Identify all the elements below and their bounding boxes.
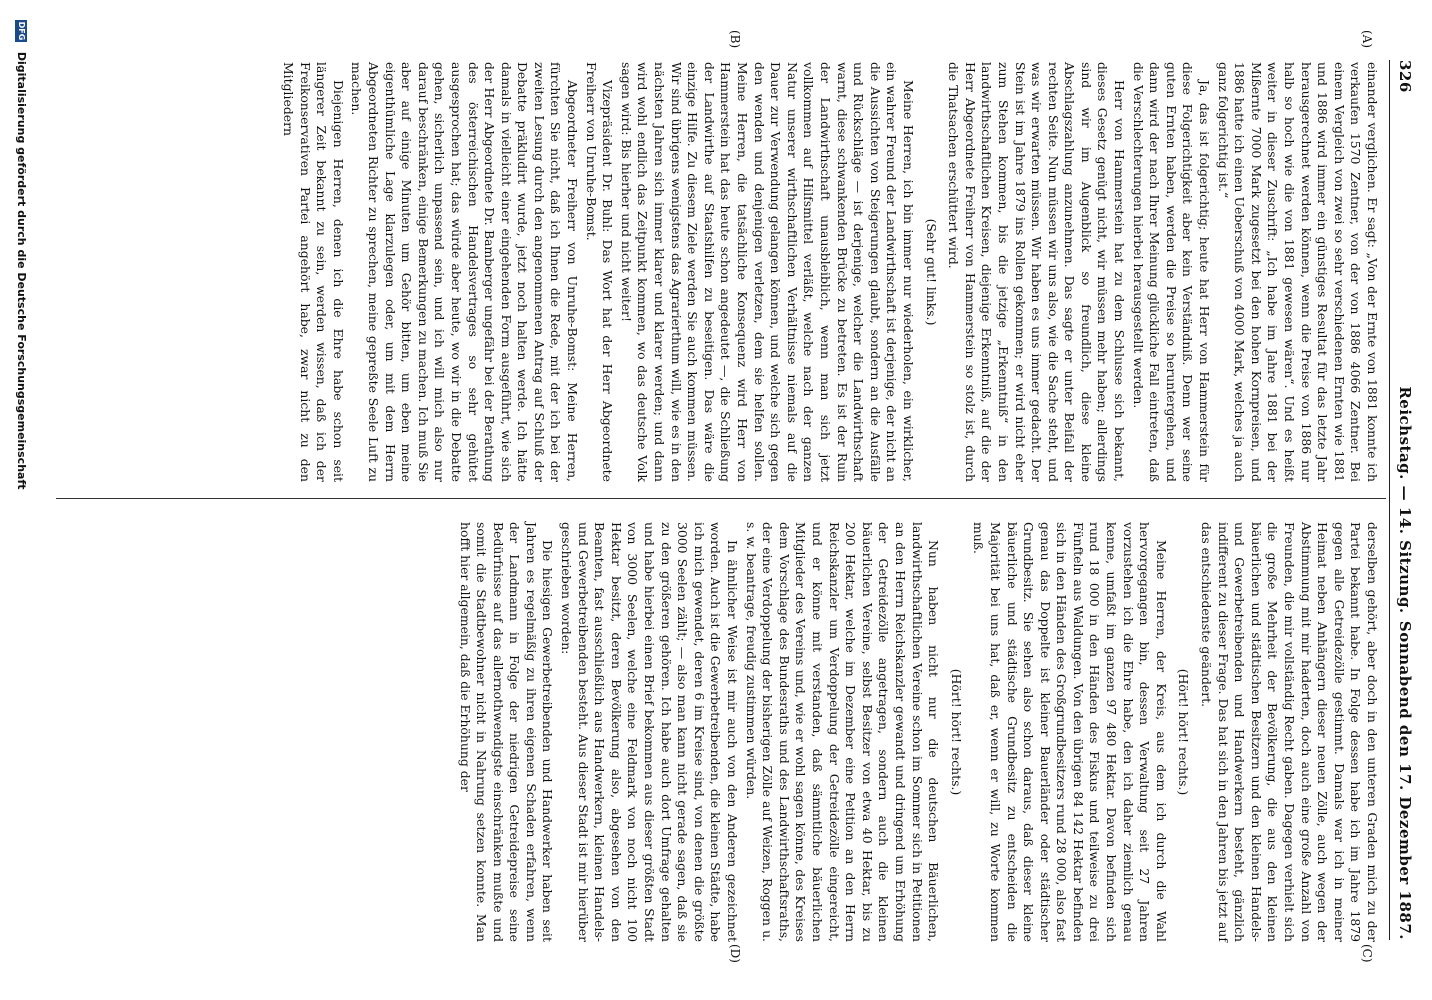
left-column [277,62,1380,482]
margin-mark-b: (B) [728,30,742,49]
paragraph: In ähnlicher Weise ist mir auch von den Anderen gezeichnet worden. Auch ist die Gewerbetreibenden, die kleinen Städte, habe ich mich gewendet, deren 6 im Kreise sind, von denen die größte 3000 Seelen zählt; — also man kann nicht gerade sagen, daß sie zu den größeren gehören. Ich habe auch dort Umfrage gehalten und habe hierbei einen Brief bekommen aus dieser größten Stadt von 3000 Seelen, welche eine Feldmark von noch nicht 100 Hektar besitzt, deren Bevölkerung also, abgesehen von den Beamten, fast ausschließlich aus Handwerkern, kleinen Handels- und Gewerbetreibenden besteht. Aus dieser Stadt ist mir hierüber geschrieben worden: [559,522,741,942]
interjection: (Hört! hört! rechts.) [1176,668,1192,796]
paragraph: Ja, das ist folgerichtig; heute hat Herr von Hammerstein für diese Folgerichtigkeit aber kein Verständniß. Denn wer seine guten Ernten haben, werden die Preise so heruntergehen, und dann wird der nach Ihrer Meinung glückliche Fall eintreten, daß die Verschlechterungen hierbei herausgestellt werden. [1130,62,1213,482]
right-column [454,522,1380,942]
speaker-paragraph: Abgeordneter Freiherr von Unruhe-Bomst: Meine Herren, fürchten Sie nicht, daß ich Ihnen die Rede, mit der ich bei der zweiten Lesung durch den angenommenen Antrag auf Schluß der Debatte präkludirt wurde, jetzt noch halten werde. Ich hätte damals in vielleicht einer eingehenden Form ausgeführt, wie sich der Herr Abgeordnete Dr. Bamberger ungefähr bei der Berathung des österreichischen Handelsvertrages so sehr gehütet ausgesprochen hat; das würde aber heute, wo wir in die Debatte gehen, sicherlich unpassend sein, und ich will mich also nur darauf beschränken, einige Bemerkungen zu machen. Ich muß Sie aber auf einige Minuten um Gehör bitten, um eben meine eigenthümliche Lage klarzulegen oder, um mit dem Herrn Abgeordneten Richter zu sprechen, meine gepreßte Seele Luft zu machen. [349,62,581,482]
margin-mark-d: (D) [728,944,742,963]
column-divider [56,498,1386,499]
interjection: (Hört! hört! rechts.) [948,668,964,796]
page-date: Sonnabend den 17. Dezember 1887. [1396,620,1414,940]
dfg-logo: DFG [17,21,26,41]
paragraph: Meine Herren, ich bin immer nur wiederholen, ein wirklicher, ein wahrer Freund der Landwirthschaft ist derjenige, der nicht an die Aussichten von Steigerungen glaubt, sondern an die Ausfälle und Rückschläge — ist derjenige, welcher die Landwirthschaft warnt, diese schwankenden Brücke zu betreten. Es ist der Ruin der Landwirthschaft unausbleiblich, wenn man sich jetzt vollkommen auf Hilfsmittel verläßt, welche nach der ganzen Natur unserer wirthschaftlichen Verhältnisse niemals auf die Dauer zur Verwendung gelangen können, und welche sich gegen den wenden und denjenigen verletzen, dem sie helfen sollen. Meine Herren, die tatsächliche Konsequenz wird Herr von Hammerstein hat das heute schon angedeutet —, die Schließung der Landwirthe auf Staatshilfen zu beseitigen. Das wäre die einzige Hilfe. Zu diesem Ziele werden Sie auch kommen müssen. Wir sind übrigens wenigstens das Agrarierthum will, wie es in den nächsten Jahren sich immer klarer und klarer werden; und dann wird wohl endlich das Zeitpunkt kommen, wo das deutsche Volk sagen wird: Bis hierher und nicht weiter! [618,62,916,482]
margin-mark-a: (A) [1360,30,1374,49]
credit-text: Digitalisierung gefördert durch die Deutsche Forschungsgemeinschaft [15,51,28,490]
paragraph: Herr von Hammerstein hat zu dem Schlusse sich bekannt, dieses Gesetz genügt nicht, wir müssen mehr haben; allerdings sind wir im Augenblick so freundlich, diese kleine Abschlagszahlung anzunehmen. Das sagte er unter Beifall der rechten Seite. Nun müssen wir uns also, wie die Sache steht, und was wir erwarten müssen. Wir haben es uns immer gedacht. Der Stein ist im Jahre 1879 ins Rollen gekommen; er wird nicht eher zum Stehen kommen, bis die jetzige „Erkenntniß“ in den landwirthschaftlichen Kreisen, diejenige Erkenntniß, auf die der Herr Abgeordnete Freiherr von Hammerstein so stolz ist, durch die Thatsachen erschüttert wird. [946,62,1128,482]
paragraph: derselben gehört, aber doch in den unteren Graden mich zu der Partei bekannt habe. In Folge dessen habe ich im Jahre 1879 gegen alle Getreidezölle gestimmt. Damals war ich in meiner Heimat neben Anhängern dieser neuen Zölle, auch wegen der Abstimmung mit mir haderten, doch auch eine große Anzahl von Freunden, die mir vollständig Recht gaben. Dagegen verhielt sich die große Mehrheit der Bevölkerung, die aus den kleinen bäuerlichen und städtischen Besitzern und den kleinen Handels- und Gewerbetreibenden und Handwerkern besteht, gänzlich indifferent zu dieser Frage. Das hat sich in den Jahren bis jetzt auf das entschiedenste geändert. [1199,522,1380,942]
header-rule [1389,60,1390,940]
interjection: (Sehr gut! links.) [923,218,939,326]
page-number: 326 [1396,60,1414,93]
paragraph: einander verglichen. Er sagt: „Von der Ernte von 1881 konnte ich verkaufen 1570 Zentner, von der von 1886 4066 Zentner. Bei einem Vergleich von zwei so sehr verschiedenen Ernten wie 1881 und 1886 wird immer ein günstiges Resultat für das letzte Jahr herausgerechnet werden können, wenn die Preise von 1886 nur halb so hoch wie die von 1881 gewesen wären“. Und es heißt weiter in dieser Zuschrift: „Ich habe im Jahre 1881 bei der Mißernte 7000 Mark zugesetzt bei den hohen Kornpreisen, und 1886 hatte ich einen Ueberschuß von 4000 Mark, welches ja auch ganz folgerichtig ist.“ [1215,62,1380,482]
margin-mark-c: (C) [1360,944,1374,963]
paragraph: Die hiesigen Gewerbetreibenden und Handwerker haben seit Jahren es regelmäßig zu ihren eigenen Schaden erfahren, wenn der Landmann in Folge der niedrigen Getreidepreise seine Bedürfnisse auf das allernothwendigste einschränken mußte und somit die Stadtbewohner nicht in Nahrung setzen konnte. Man hofft hier allgemein, daß die Erhöhung der [457,522,556,942]
paragraph: Meine Herren, der Kreis, aus dem ich durch die Wahl hervorgegangen bin, dessen Verwaltung seit 27 Jahren vorzustehen ich die Ehre habe, den ich daher ziemlich genau kenne, umfaßt im ganzen 97 480 Hektar. Davon befinden sich rund 18 000 in den Händen des Fiskus und teilweise zu drei Fünfteln aus Waldungen. Von den übrigen 84 142 Hektar befinden sich in den Händen des Großgrundbesitzers rund 28 000, also fast genau das Doppelte ist kleiner Bauerländer oder städtischer Grundbesitz. Sie sehen also schon daraus, daß dieser kleine bäuerliche und städtische Grundbesitz zu entscheiden die Majorität bei uns hat, daß er, wenn er will, zu Worte kommen muß. [971,522,1169,942]
paragraph: Nun haben nicht nur die deutschen Bäuerlichen, landwirthschaftlichen Vereine schon im Sommer sich in Petitionen an den Herrn Reichskanzler gewandt und dringend um Erhöhung der Getreidezölle angetragen, sondern auch die kleinen bäuerlichen Vereine, selbst Besitzer von etwa 40 Hektar, bis zu 200 Hektar, welche im Dezember eine Petition an den Herrn Reichskanzler um Verdoppelung der Getreidezölle eingereicht, und er könne mit verstanden, daß sämmtliche bäuerlichen Mitglieder des Vereins und, wie er wohl sagen könne, des Kreises dem Vorschlage des Bundesraths und des Landwirthschaftsraths, der eine Verdoppelung der bisherigen Zölle auf Weizen, Roggen u. s. w. beantrage, freudig zustimmen würden. [743,522,942,942]
digitization-credit [8,20,28,980]
page-title: Reichstag. — 14. Sitzung. [1396,386,1414,614]
page-header [1386,60,1414,940]
speaker-paragraph: Vizepräsident Dr. Buhl: Das Wort hat der Herr Abgeordnete Freiherr von Unruhe-Bomst. [583,62,616,482]
paragraph: Diejenigen Herren, denen ich die Ehre habe schon seit längerer Zeit bekannt zu sein, werden wissen, daß ich der Freikonservativen Partei angehört habe, zwar nicht zu den Mitgliedern [281,62,346,482]
